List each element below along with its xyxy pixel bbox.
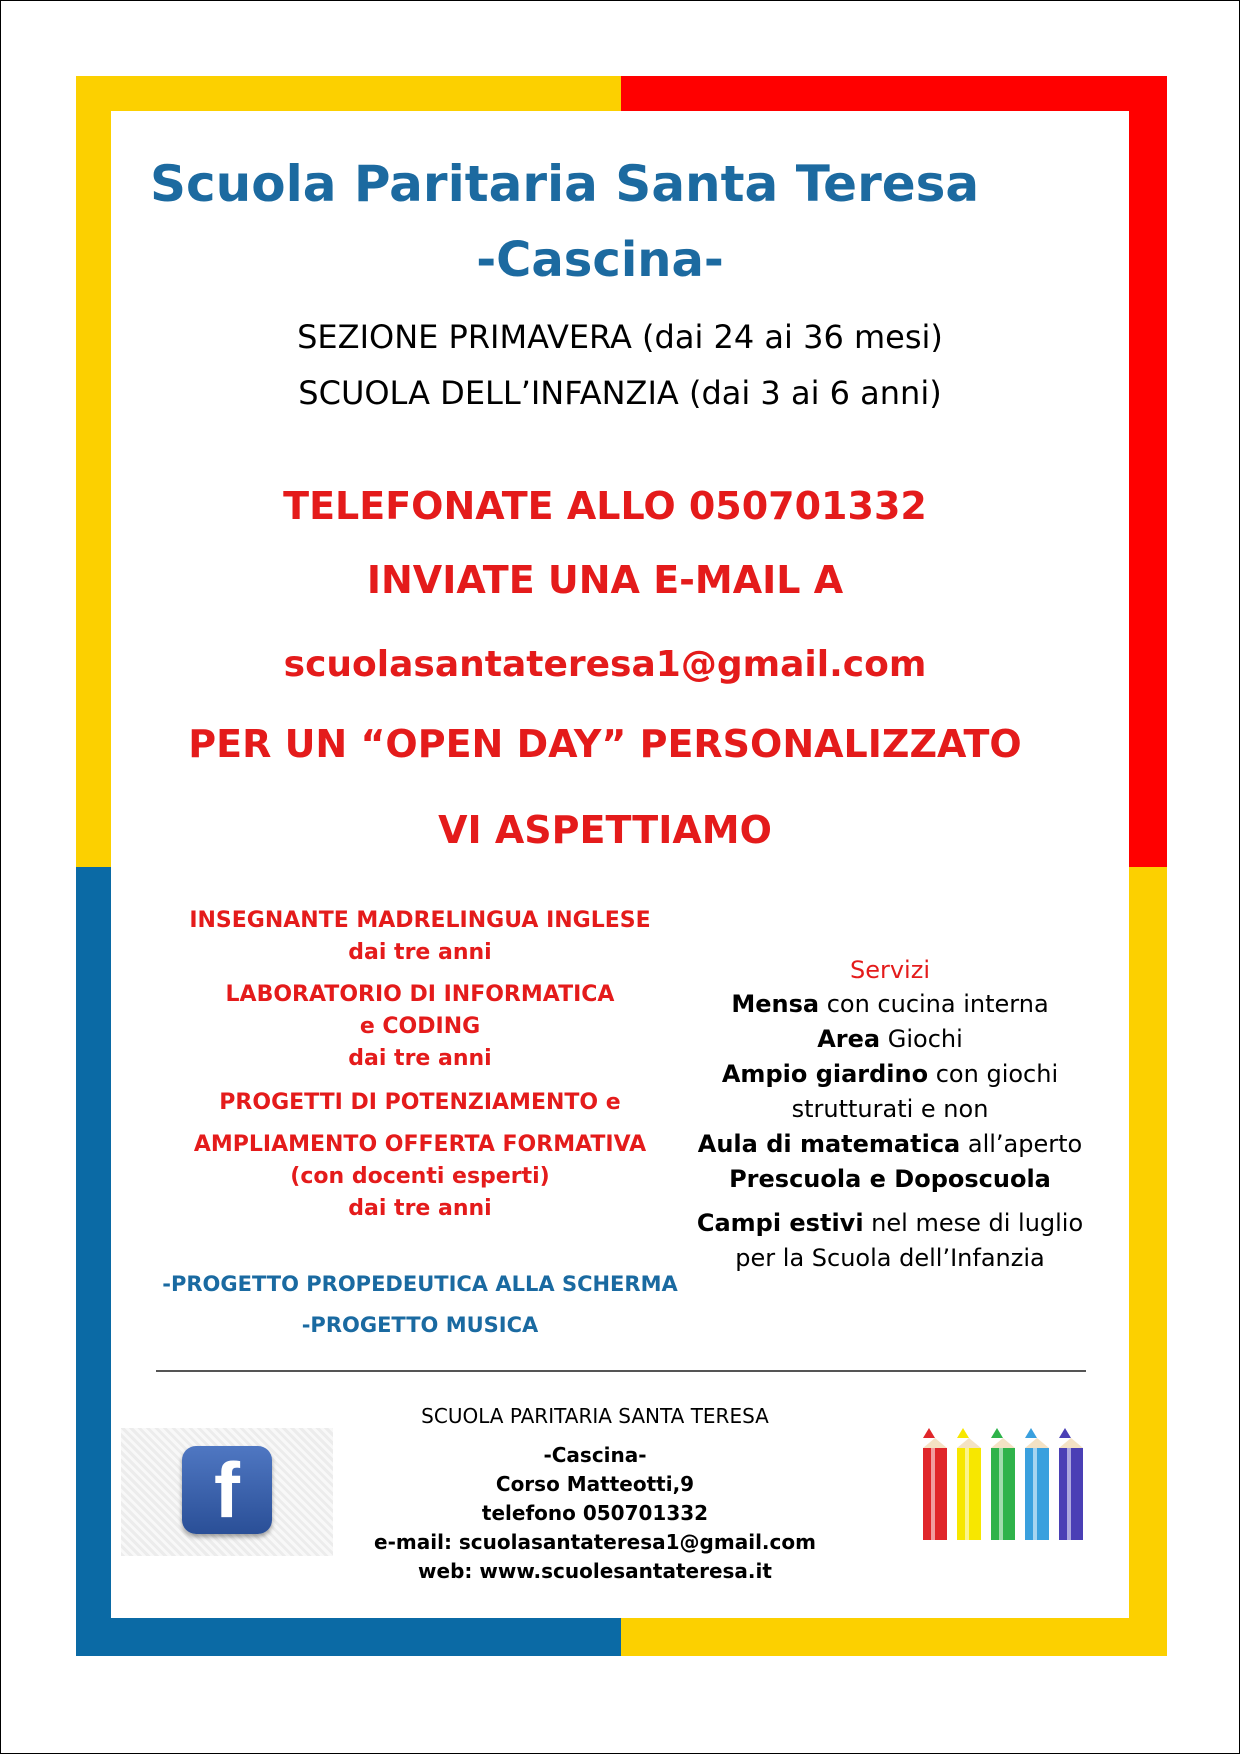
pencil-wood [991,1438,1015,1448]
service-item: Prescuola e Doposcuola [729,1165,1051,1193]
email-address[interactable]: scuolasantateresa1@gmail.com [283,644,927,685]
offering-line: AMPLIAMENTO OFFERTA FORMATIVA [193,1132,647,1157]
facebook-icon[interactable]: f [182,1446,272,1534]
offering-line: e CODING [359,1014,481,1039]
project-scherma: -PROGETTO PROPEDEUTICA ALLA SCHERMA [162,1272,678,1296]
pencil-tip [1059,1428,1071,1438]
footer-school-name: SCUOLA PARITARIA SANTA TERESA [421,1404,769,1428]
pencil-wood [923,1438,947,1448]
service-item: Ampio giardino con giochi [721,1060,1059,1088]
offering-line: INSEGNANTE MADRELINGUA INGLESE [189,908,651,933]
email-line: INVIATE UNA E-MAIL A [366,558,844,602]
pencil-tip [957,1428,969,1438]
offering-line: (con docenti esperti) [290,1164,550,1189]
service-item: per la Scuola dell’Infanzia [735,1244,1045,1272]
footer-address: Corso Matteotti,9 [495,1472,695,1496]
pencil-highlight [931,1448,935,1540]
offering-line: dai tre anni [348,1046,492,1071]
pencil-wood [1025,1438,1049,1448]
pencil-highlight [999,1448,1003,1540]
colored-pencils-icon [915,1426,1085,1546]
pencil-highlight [965,1448,969,1540]
pencil-wood [1059,1438,1083,1448]
offering-line: dai tre anni [348,1196,492,1221]
footer-phone: telefono 050701332 [481,1501,709,1525]
pencil-wood [957,1438,981,1448]
project-musica: -PROGETTO MUSICA [301,1313,539,1337]
school-title: Scuola Paritaria Santa Teresa [150,155,980,213]
footer-website[interactable]: web: www.scuolesantateresa.it [418,1559,772,1583]
pencil-highlight [1033,1448,1037,1540]
services-heading: Servizi [849,956,930,984]
open-day-line: PER UN “OPEN DAY” PERSONALIZZATO [188,722,1022,766]
pencil-tip [1025,1428,1037,1438]
service-item: strutturati e non [791,1095,989,1123]
service-item: Mensa con cucina interna [731,990,1049,1018]
pencil-highlight [1067,1448,1071,1540]
service-item: Area Giochi [817,1025,963,1053]
offering-line: PROGETTI DI POTENZIAMENTO e [219,1090,621,1115]
school-subtitle: -Cascina- [476,232,724,288]
offering-line: dai tre anni [348,940,492,965]
pencil-tip [923,1428,935,1438]
service-item: Aula di matematica all’aperto [697,1130,1083,1158]
footer-divider [156,1370,1086,1372]
welcome-line: VI ASPETTIAMO [438,808,772,852]
facebook-badge[interactable] [121,1428,333,1556]
pencil-tip [991,1428,1003,1438]
footer-email[interactable]: e-mail: scuolasantateresa1@gmail.com [374,1530,816,1554]
section-primavera: SEZIONE PRIMAVERA (dai 24 ai 36 mesi) [297,318,943,356]
service-item: Campi estivi nel mese di luglio [696,1209,1084,1237]
phone-line: TELEFONATE ALLO 050701332 [283,484,927,528]
offering-line: LABORATORIO DI INFORMATICA [225,982,615,1007]
section-infanzia: SCUOLA DELL’INFANZIA (dai 3 ai 6 anni) [298,374,942,412]
footer-city: -Cascina- [543,1443,647,1467]
